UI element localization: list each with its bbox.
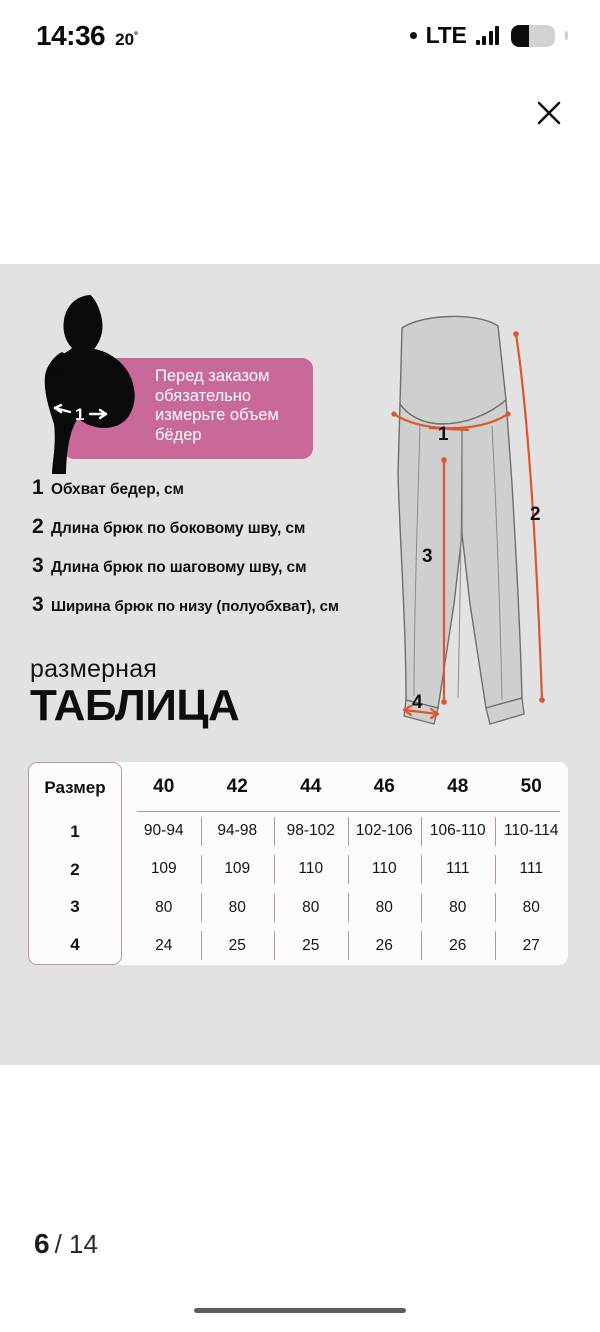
legend-item	[32, 476, 432, 500]
column-header: 48	[447, 776, 469, 797]
legend-number: 3	[32, 554, 44, 577]
table-cell: 102-106	[348, 812, 422, 850]
table-cell: 94-98	[201, 812, 275, 850]
legend-number: 2	[32, 515, 44, 538]
battery-cap-icon	[565, 31, 568, 40]
page-indicator	[34, 1228, 98, 1260]
size-chart-image	[0, 264, 600, 1065]
banner-text: Перед заказом обязательно измерьте объем бёдер	[155, 367, 279, 444]
table-cell: 26	[421, 927, 495, 965]
table-cell: 106-110	[421, 812, 495, 850]
home-indicator[interactable]	[194, 1308, 406, 1313]
row-header-cell: 1	[70, 821, 80, 841]
row-header-title: Размер	[44, 778, 106, 797]
table-cell: 80	[201, 889, 275, 927]
marker-2-label: 2	[530, 504, 541, 525]
marker-1-label: 1	[438, 424, 449, 445]
table-cell: 109	[150, 860, 177, 878]
table-row	[127, 927, 568, 965]
chart-title-sub: размерная	[30, 655, 158, 683]
row-header-cell: 2	[70, 859, 80, 879]
legend-number: 1	[32, 476, 44, 499]
table-cell: 98-102	[274, 812, 348, 850]
legend-item	[32, 554, 432, 578]
legend-text: Ширина брюк по низу (полуобхват), см	[51, 598, 339, 615]
page-total: / 14	[54, 1229, 98, 1259]
network-label: LTE	[425, 22, 467, 48]
clock-label: 14:36	[36, 20, 106, 51]
table-cell: 80	[155, 898, 173, 916]
table-row	[127, 889, 568, 927]
column-header: 50	[520, 776, 542, 797]
status-bar	[0, 0, 600, 62]
status-dot-icon	[410, 32, 417, 39]
table-row	[127, 850, 568, 888]
table-cell: 27	[495, 927, 569, 965]
size-table-grid	[122, 762, 568, 965]
row-header-cell: 4	[70, 935, 80, 955]
close-button[interactable]	[528, 92, 570, 134]
column-header: 46	[373, 776, 395, 797]
size-table	[28, 762, 568, 965]
chart-title	[30, 656, 239, 729]
table-cell: 25	[274, 927, 348, 965]
legend-item	[32, 515, 432, 539]
table-cell: 90-94	[143, 822, 184, 840]
legend-list	[32, 476, 432, 632]
column-header: 44	[300, 776, 322, 797]
table-cell: 111	[421, 850, 495, 888]
table-cell: 80	[495, 889, 569, 927]
table-cell: 110-114	[495, 812, 569, 850]
legend-number: 3	[32, 593, 44, 616]
page-current: 6	[34, 1228, 50, 1259]
column-header: 40	[153, 776, 175, 797]
table-cell: 110	[348, 850, 422, 888]
size-table-header-row	[127, 762, 568, 812]
temperature-label: 20°	[115, 30, 139, 49]
table-row	[127, 812, 568, 850]
marker-4-label: 4	[412, 692, 423, 713]
table-cell: 80	[421, 889, 495, 927]
legend-text: Длина брюк по боковому шву, см	[51, 520, 306, 537]
legend-item	[32, 593, 432, 617]
battery-icon	[511, 25, 555, 47]
legend-text: Обхват бедер, см	[51, 481, 184, 498]
size-table-row-headers	[28, 762, 122, 965]
status-bar-left	[36, 20, 138, 52]
marker-3-label: 3	[422, 546, 433, 567]
status-bar-right	[410, 22, 568, 49]
table-cell: 25	[201, 927, 275, 965]
close-icon	[536, 100, 562, 126]
row-header-cell: 3	[70, 897, 80, 917]
column-header: 42	[226, 776, 248, 797]
table-cell: 111	[495, 850, 569, 888]
table-cell: 26	[348, 927, 422, 965]
legend-text: Длина брюк по шаговому шву, см	[51, 559, 307, 576]
pregnant-silhouette-icon	[28, 292, 168, 474]
hip-marker-label: 1	[75, 405, 85, 424]
signal-strength-icon	[476, 26, 500, 45]
table-cell: 80	[274, 889, 348, 927]
table-cell: 110	[274, 850, 348, 888]
table-cell: 24	[155, 936, 173, 954]
table-cell: 109	[201, 850, 275, 888]
table-cell: 80	[348, 889, 422, 927]
banner-block	[28, 292, 358, 472]
chart-title-main: ТАБЛИЦА	[30, 681, 240, 730]
